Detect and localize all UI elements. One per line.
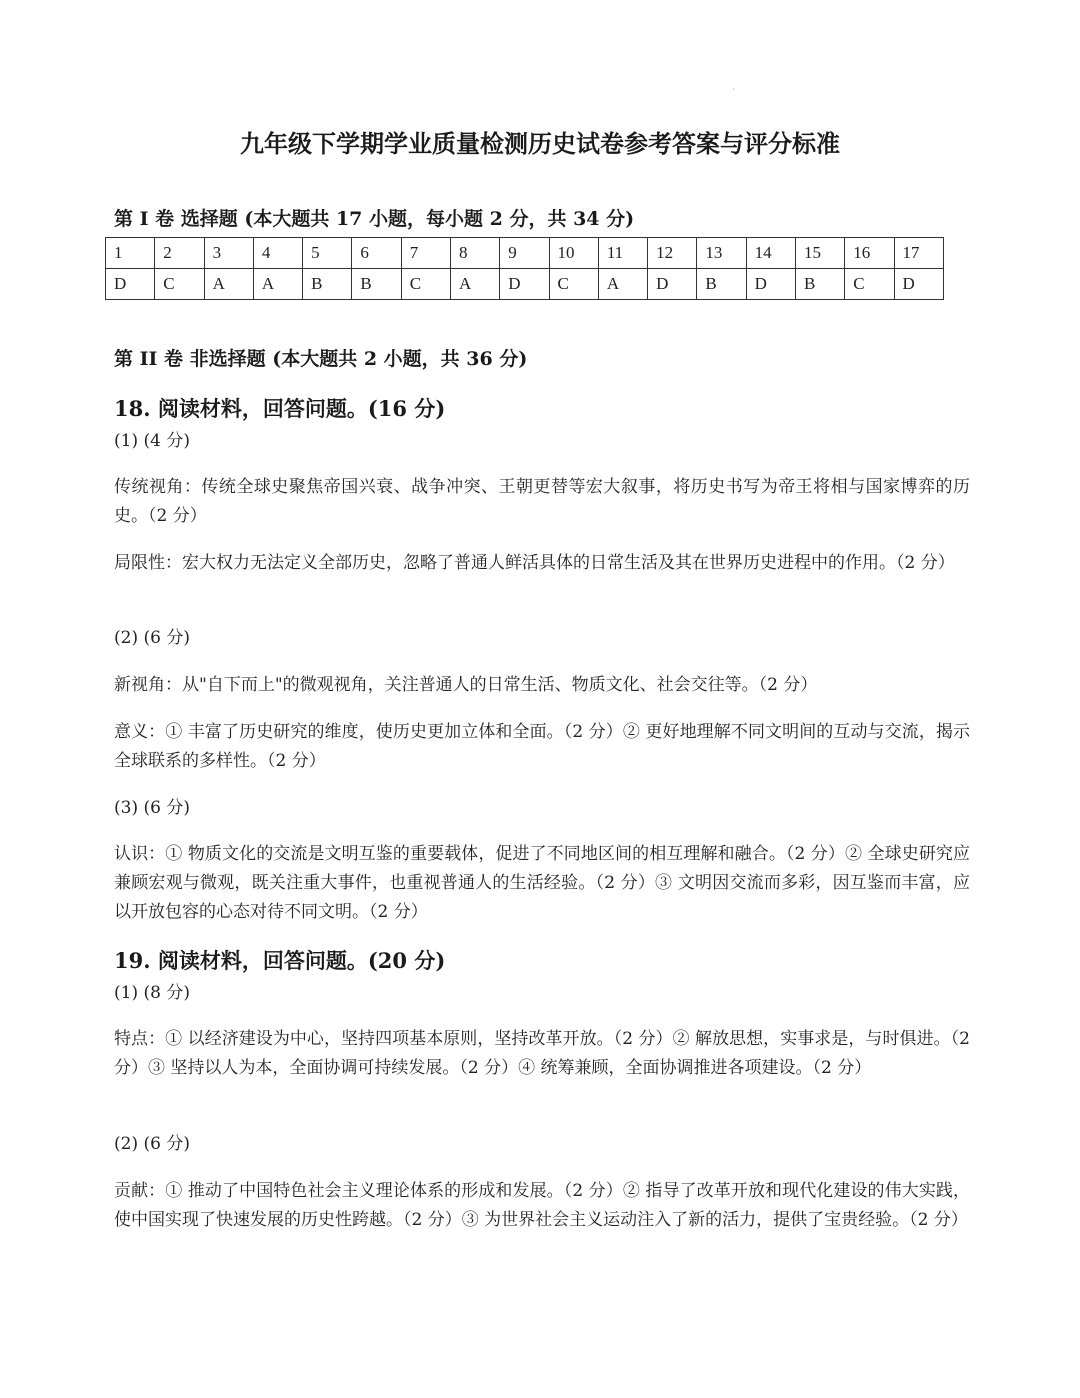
answer-row: [106, 269, 944, 300]
answer-cell: B: [795, 269, 844, 300]
question-number-cell: 16: [845, 238, 894, 269]
question-number-cell: 17: [894, 238, 944, 269]
question-number-cell: 6: [352, 238, 401, 269]
q19-part2-contribution: 贡献：① 推动了中国特色社会主义理论体系的形成和发展。（2 分）② 指导了改革开放和现代化建设的伟大实践，使中国实现了快速发展的历史性跨越。（2 分）③ 为世界社会主义运动注入了新的活力，提供了宝贵经验。（2 分）: [114, 1181, 970, 1230]
answer-cell: D: [648, 269, 697, 300]
q19-part2-label: (2) (6 分): [114, 1134, 190, 1154]
q18-part2-label: (2) (6 分): [114, 628, 190, 648]
q18-part2-significance: 意义：① 丰富了历史研究的维度，使历史更加立体和全面。（2 分）② 更好地理解不同文明间的互动与交流，揭示全球联系的多样性。（2 分）: [114, 722, 970, 771]
answer-cell: B: [303, 269, 352, 300]
answer-cell: A: [450, 269, 499, 300]
q18-part3-label: (3) (6 分): [114, 798, 190, 818]
question-number-cell: 3: [204, 238, 253, 269]
question-number-cell: 8: [450, 238, 499, 269]
q19-part1-label: (1) (8 分): [114, 983, 190, 1003]
q18-part1-traditional: 传统视角：传统全球史聚焦帝国兴衰、战争冲突、王朝更替等宏大叙事，将历史书写为帝王将相与国家博弈的历史。（2 分）: [114, 477, 970, 526]
answer-cell: A: [204, 269, 253, 300]
corner-mark: ': [733, 88, 735, 95]
question-number-cell: 14: [746, 238, 795, 269]
answer-cell: C: [401, 269, 450, 300]
answer-cell: A: [598, 269, 647, 300]
answer-cell: C: [155, 269, 204, 300]
answer-cell: C: [549, 269, 598, 300]
q19-part1-features: 特点：① 以经济建设为中心，坚持四项基本原则，坚持改革开放。（2 分）② 解放思想，实事求是，与时俱进。（2 分）③ 坚持以人为本，全面协调可持续发展。（2 分）④ 统筹兼顾，全面协调推进各项建设。（2 分）: [114, 1029, 970, 1078]
answer-cell: D: [500, 269, 549, 300]
q18-part1-limitation: 局限性：宏大权力无法定义全部历史，忽略了普通人鲜活具体的日常生活及其在世界历史进程中的作用。（2 分）: [114, 553, 955, 573]
answer-cell: D: [106, 269, 155, 300]
question-number-cell: 12: [648, 238, 697, 269]
question-number-row: [106, 238, 944, 269]
page-title: 九年级下学期学业质量检测历史试卷参考答案与评分标准: [240, 129, 840, 158]
q18-part3-understanding: 认识：① 物质文化的交流是文明互鉴的重要载体，促进了不同地区间的相互理解和融合。（2 分）② 全球史研究应兼顾宏观与微观，既关注重大事件，也重视普通人的生活经验。（2 分）③ 文明因交流而多彩，因互鉴而丰富，应以开放包容的心态对待不同文明。（2 分）: [114, 844, 970, 922]
question-number-cell: 10: [549, 238, 598, 269]
q18-part1-label: (1) (4 分): [114, 431, 190, 451]
answer-cell: B: [352, 269, 401, 300]
question-number-cell: 9: [500, 238, 549, 269]
answer-cell: D: [746, 269, 795, 300]
question-number-cell: 15: [795, 238, 844, 269]
answer-cell: D: [894, 269, 944, 300]
section1-heading: 第 I 卷 选择题 (本大题共 17 小题，每小题 2 分，共 34 分): [114, 208, 635, 230]
answer-cell: A: [253, 269, 302, 300]
question-19-title: 19. 阅读材料，回答问题。(20 分): [114, 948, 446, 973]
question-number-cell: 4: [253, 238, 302, 269]
question-number-cell: 2: [155, 238, 204, 269]
question-number-cell: 5: [303, 238, 352, 269]
section2-heading: 第 II 卷 非选择题 (本大题共 2 小题，共 36 分): [114, 348, 528, 370]
q18-part2-new-view: 新视角：从"自下而上"的微观视角，关注普通人的日常生活、物质文化、社会交往等。（2 分）: [114, 675, 818, 695]
question-18-title: 18. 阅读材料，回答问题。(16 分): [114, 396, 446, 421]
answer-cell: C: [845, 269, 894, 300]
answer-cell: B: [697, 269, 746, 300]
question-number-cell: 1: [106, 238, 155, 269]
question-number-cell: 13: [697, 238, 746, 269]
question-number-cell: 11: [598, 238, 647, 269]
question-number-cell: 7: [401, 238, 450, 269]
answer-table: [105, 237, 944, 300]
